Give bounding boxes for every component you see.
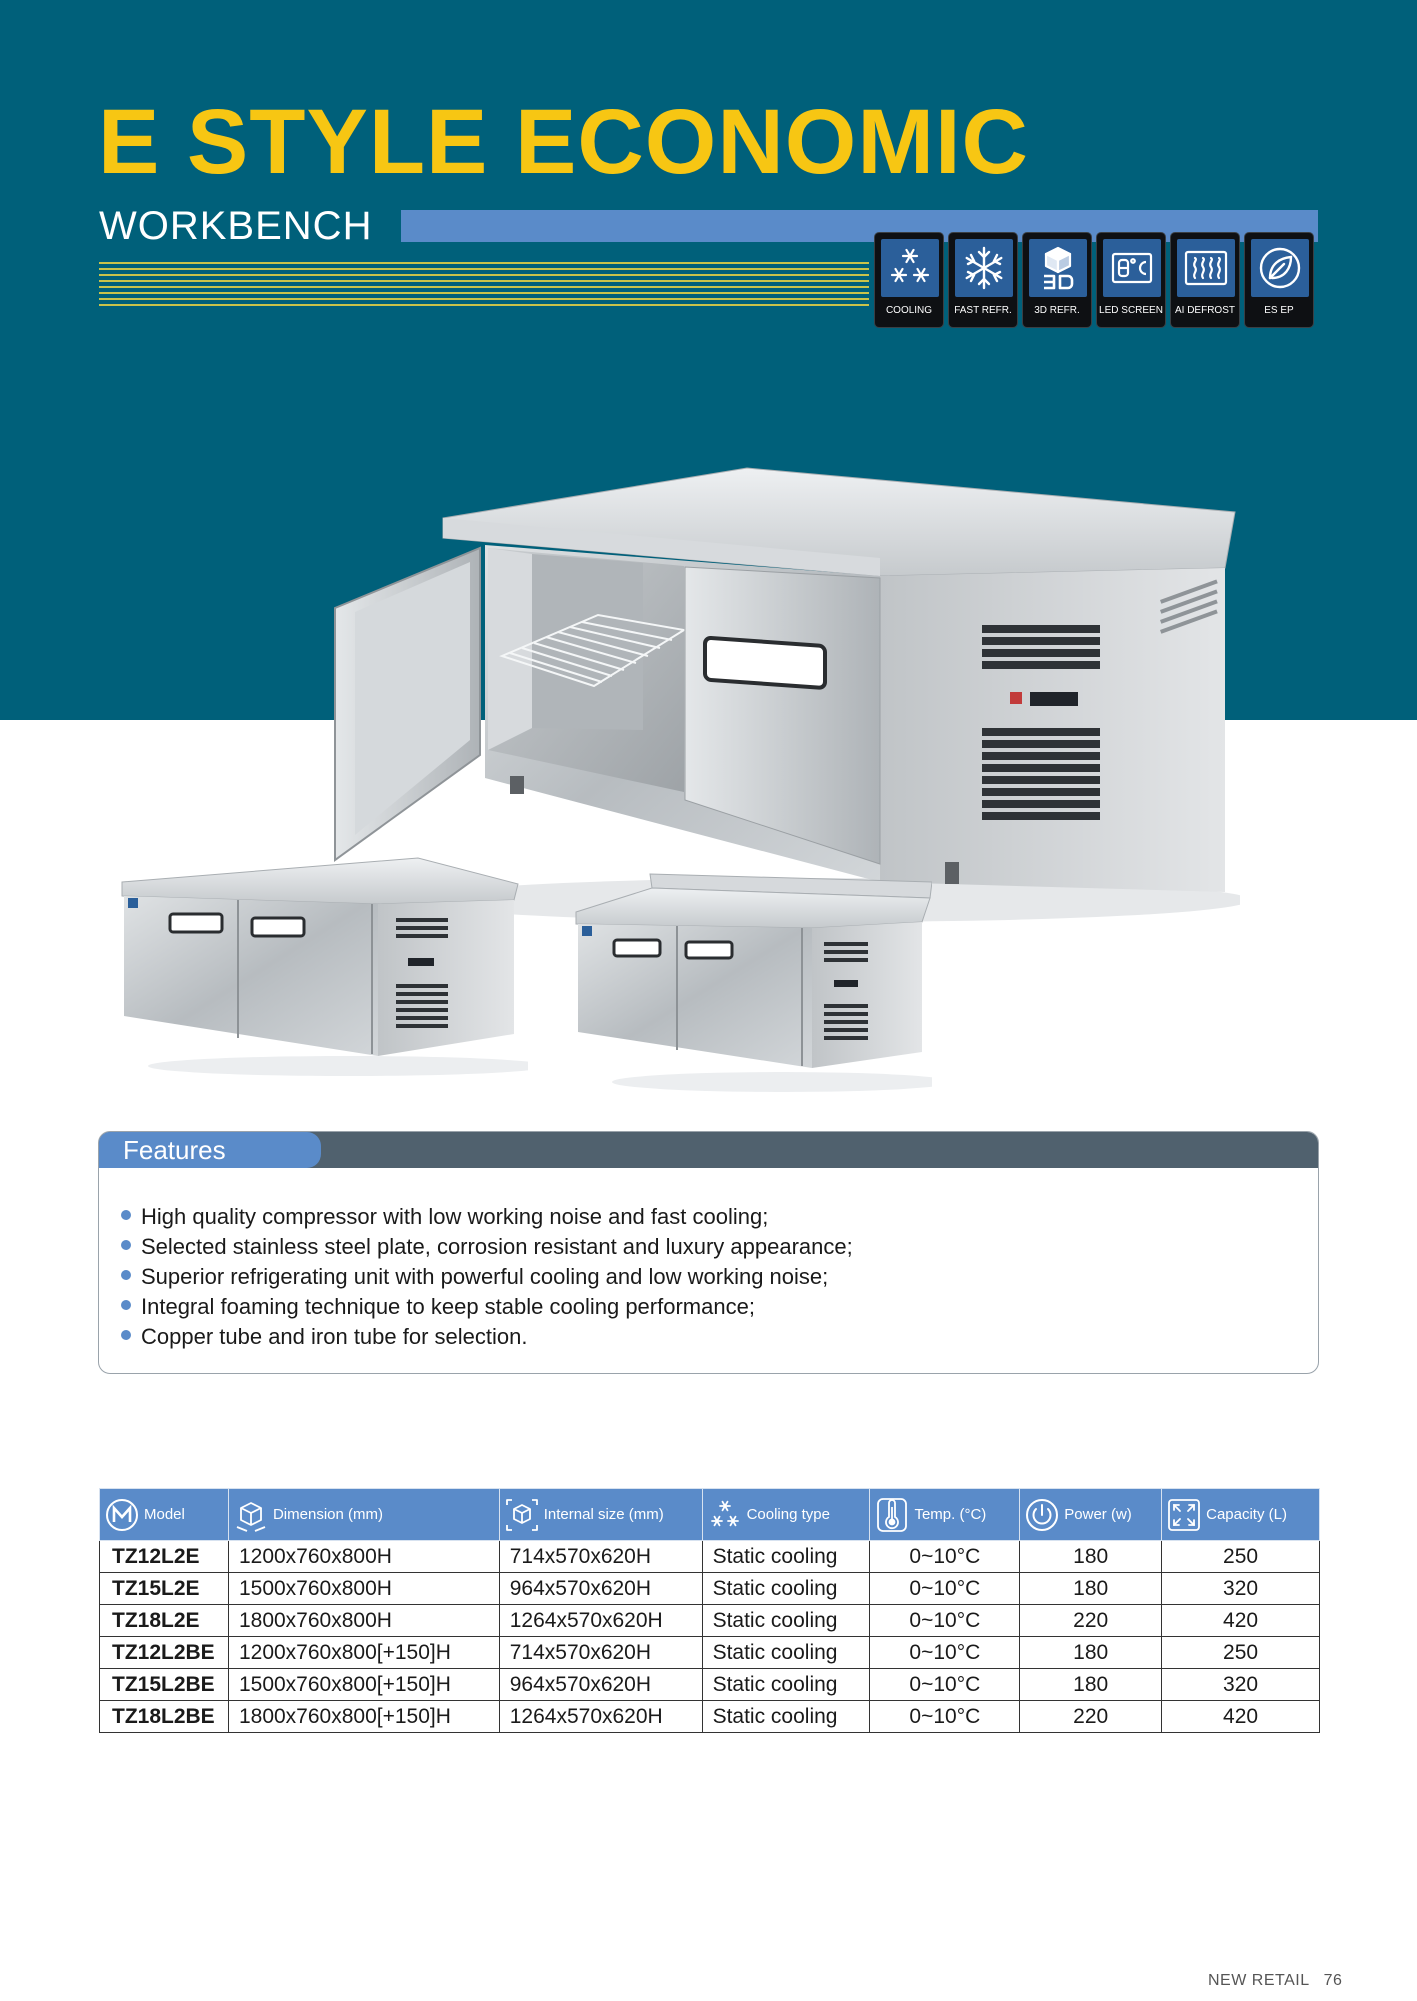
cell-cooling-type: Static cooling (702, 1605, 870, 1637)
badge-3d-refr (1022, 232, 1092, 328)
cell-capacity: 320 (1162, 1573, 1320, 1605)
cell-temp: 0~10°C (870, 1541, 1020, 1573)
cell-power: 220 (1020, 1605, 1162, 1637)
cell-cooling-type: Static cooling (702, 1669, 870, 1701)
feature-item: Superior refrigerating unit with powerful cooling and low working noise; (121, 1262, 853, 1292)
col-header-dimension (228, 1489, 499, 1541)
cell-model: TZ15L2E (100, 1573, 229, 1605)
feature-item: High quality compressor with low working noise and fast cooling; (121, 1202, 853, 1232)
cell-power: 180 (1020, 1541, 1162, 1573)
badge-label: FAST REFR. (954, 305, 1012, 316)
col-header-label: Capacity (L) (1206, 1506, 1287, 1523)
product-photo-tz-l2e (118, 856, 528, 1081)
decorative-stripes (99, 262, 869, 308)
badge-label: AI DEFROST (1174, 305, 1235, 316)
eco-leaf-icon (1251, 239, 1309, 297)
feature-item: Copper tube and iron tube for selection. (121, 1322, 853, 1352)
feature-item: Integral foaming technique to keep stable cooling performance; (121, 1292, 853, 1322)
table-row (100, 1637, 1320, 1669)
specs-table (99, 1488, 1320, 1733)
badge-ai-defrost (1170, 232, 1240, 328)
table-row (100, 1701, 1320, 1733)
table-row (100, 1541, 1320, 1573)
col-header-power (1020, 1489, 1162, 1541)
dimension-cube-icon (233, 1497, 269, 1533)
cell-capacity: 320 (1162, 1669, 1320, 1701)
col-header-temp (870, 1489, 1020, 1541)
specs-header-row (100, 1489, 1320, 1541)
cell-dimension: 1200x760x800H (228, 1541, 499, 1573)
col-header-label: Internal size (mm) (543, 1506, 664, 1523)
product-photo-tz-l2be (572, 872, 932, 1097)
cell-internal-size: 1264x570x620H (499, 1701, 702, 1733)
led-display-icon (1103, 239, 1161, 297)
cell-temp: 0~10°C (870, 1605, 1020, 1637)
cell-internal-size: 964x570x620H (499, 1669, 702, 1701)
footer-section-label: NEW RETAIL (1208, 1972, 1310, 1989)
col-header-cooling-type (702, 1489, 870, 1541)
cell-temp: 0~10°C (870, 1637, 1020, 1669)
capacity-icon (1166, 1497, 1202, 1533)
col-header-label: Cooling type (746, 1506, 830, 1523)
cell-internal-size: 964x570x620H (499, 1573, 702, 1605)
cell-cooling-type: Static cooling (702, 1541, 870, 1573)
feature-badges (874, 232, 1314, 328)
cell-dimension: 1800x760x800H (228, 1605, 499, 1637)
cell-model: TZ12L2E (100, 1541, 229, 1573)
features-panel (98, 1131, 1319, 1374)
defrost-icon (1177, 239, 1235, 297)
cell-dimension: 1500x760x800H (228, 1573, 499, 1605)
cell-model: TZ12L2BE (100, 1637, 229, 1669)
cell-internal-size: 714x570x620H (499, 1541, 702, 1573)
cell-capacity: 420 (1162, 1701, 1320, 1733)
cell-temp: 0~10°C (870, 1701, 1020, 1733)
cell-model: TZ18L2E (100, 1605, 229, 1637)
cell-power: 220 (1020, 1701, 1162, 1733)
cell-cooling-type: Static cooling (702, 1701, 870, 1733)
badge-es-ep (1244, 232, 1314, 328)
cell-capacity: 250 (1162, 1541, 1320, 1573)
cell-internal-size: 1264x570x620H (499, 1605, 702, 1637)
cell-temp: 0~10°C (870, 1669, 1020, 1701)
col-header-label: Dimension (mm) (272, 1506, 383, 1523)
cell-power: 180 (1020, 1669, 1162, 1701)
page-footer (1208, 1972, 1342, 1990)
col-header-internal-size (499, 1489, 702, 1541)
cell-power: 180 (1020, 1637, 1162, 1669)
cell-temp: 0~10°C (870, 1573, 1020, 1605)
col-header-model (100, 1489, 229, 1541)
badge-cooling (874, 232, 944, 328)
snowflake-cluster-icon (881, 239, 939, 297)
col-header-label: Power (w) (1064, 1506, 1132, 1523)
badge-led-screen (1096, 232, 1166, 328)
cell-model: TZ18L2BE (100, 1701, 229, 1733)
badge-label: 3D REFR. (1034, 305, 1080, 316)
cell-model: TZ15L2BE (100, 1669, 229, 1701)
col-header-capacity (1162, 1489, 1320, 1541)
table-row (100, 1573, 1320, 1605)
features-title: Features (99, 1132, 321, 1168)
snowflake-icon (955, 239, 1013, 297)
col-header-label: Temp. (°C) (914, 1506, 987, 1523)
cell-dimension: 1500x760x800[+150]H (228, 1669, 499, 1701)
cell-cooling-type: Static cooling (702, 1637, 870, 1669)
page-number: 76 (1323, 1972, 1343, 1989)
badge-label: LED SCREEN (1099, 305, 1163, 316)
cell-cooling-type: Static cooling (702, 1573, 870, 1605)
cube-3d-icon (1029, 239, 1087, 297)
internal-size-icon (504, 1497, 540, 1533)
page-title: E STYLE ECONOMIC (98, 91, 1029, 193)
badge-label: ES EP (1264, 305, 1294, 316)
badge-fast-refr (948, 232, 1018, 328)
cell-capacity: 250 (1162, 1637, 1320, 1669)
cell-dimension: 1800x760x800[+150]H (228, 1701, 499, 1733)
badge-label: COOLING (885, 305, 933, 316)
cooling-type-icon (707, 1497, 743, 1533)
table-row (100, 1669, 1320, 1701)
col-header-label: Model (144, 1506, 185, 1523)
cell-internal-size: 714x570x620H (499, 1637, 702, 1669)
cell-dimension: 1200x760x800[+150]H (228, 1637, 499, 1669)
page-subtitle: WORKBENCH (99, 204, 373, 248)
table-row (100, 1605, 1320, 1637)
cell-power: 180 (1020, 1573, 1162, 1605)
cell-capacity: 420 (1162, 1605, 1320, 1637)
power-icon (1024, 1497, 1060, 1533)
thermometer-icon (874, 1497, 910, 1533)
feature-item: Selected stainless steel plate, corrosion resistant and luxury appearance; (121, 1232, 853, 1262)
model-m-icon (104, 1497, 140, 1533)
features-list (121, 1202, 853, 1352)
